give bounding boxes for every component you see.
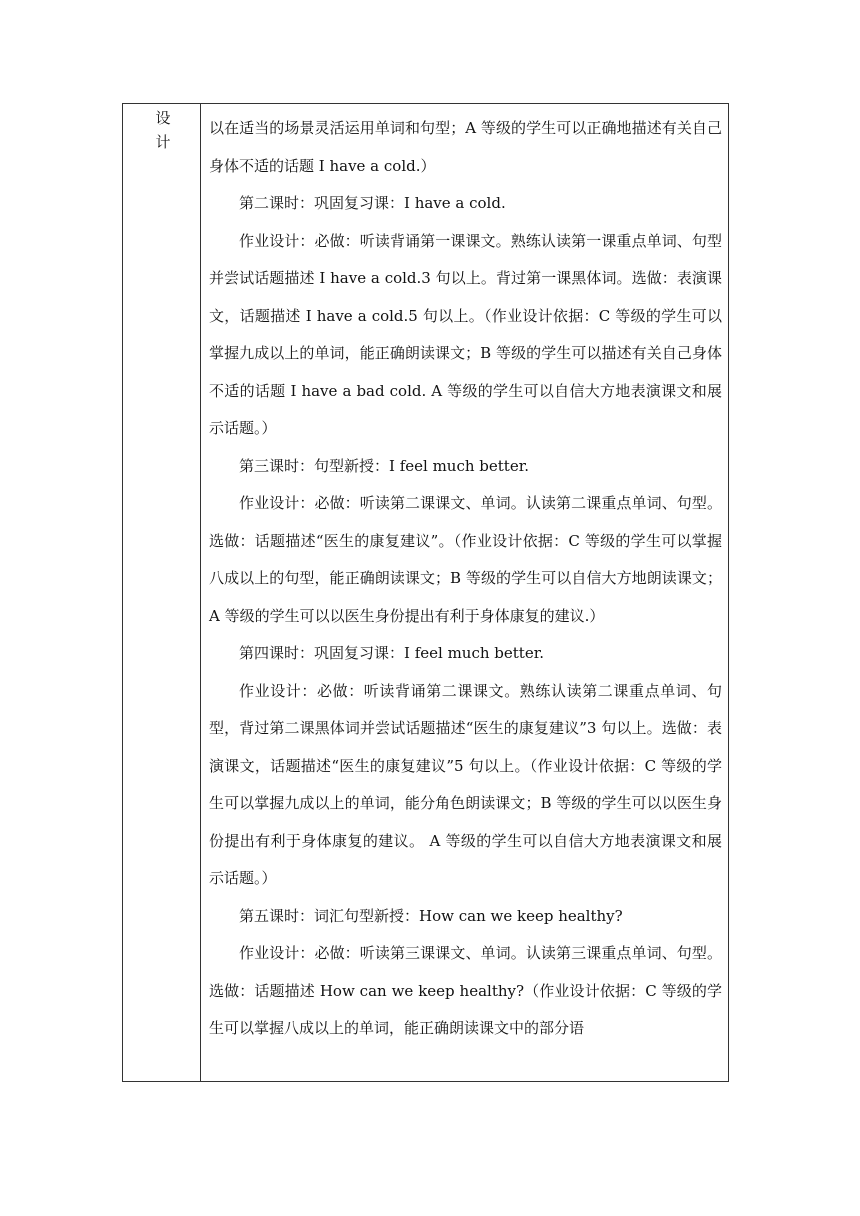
paragraph-6: 第四课时：巩固复习课：I feel much better. bbox=[239, 644, 544, 662]
document-table bbox=[122, 103, 729, 1082]
paragraph-3: 作业设计：必做：听读背诵第一课课文。熟练认读第一课重点单词、句型并尝试话题描述 I have a cold.3 句以上。背过第一课黑体词。选做：表演课文，话题描述 I have a cold.5 句以上。（作业设计依据：C 等级的学生可以掌握九成以上的单词，能正确朗读课文；B 等级的学生可以描述有关自己身体不适的话题 I have a bad cold. A 等级的学生可以自信大方地表演课文和展示话题。） bbox=[209, 231, 722, 437]
paragraph-1: 以在适当的场景灵活运用单词和句型；A 等级的学生可以正确地描述有关自己身体不适的话题 I have a cold.） bbox=[209, 119, 722, 175]
row-label bbox=[153, 106, 173, 154]
row-label-char-2: 计 bbox=[155, 133, 171, 151]
paragraph-9: 作业设计：必做：听读第三课课文、单词。认读第三课重点单词、句型。选做：话题描述 How can we keep healthy?（作业设计依据：C 等级的学生可以掌握八成以上的单词，能正确朗读课文中的部分语 bbox=[209, 944, 722, 1037]
paragraph-2: 第二课时：巩固复习课：I have a cold. bbox=[239, 194, 506, 212]
paragraph-4: 第三课时：句型新授：I feel much better. bbox=[239, 456, 529, 475]
content-cell bbox=[201, 104, 728, 1081]
paragraph-7: 作业设计：必做：听读背诵第二课课文。熟练认读第二课重点单词、句型，背过第二课黑体词并尝试话题描述“医生的康复建议”3 句以上。选做：表演课文，话题描述“医生的康复建议”5 句以上。（作业设计依据：C 等级的学生可以掌握九成以上的单词，能分角色朗读课文；B 等级的学生可以以医生身份提出有利于身体康复的建议。 A 等级的学生可以自信大方地表演课文和展示话题。） bbox=[209, 681, 722, 887]
paragraph-8: 第五课时：词汇句型新授：How can we keep healthy? bbox=[239, 906, 623, 925]
row-label-cell bbox=[123, 104, 201, 1081]
row-label-char-1: 设 bbox=[155, 109, 171, 127]
paragraph-5: 作业设计：必做：听读第二课课文、单词。认读第二课重点单词、句型。选做：话题描述“医生的康复建议”。（作业设计依据：C 等级的学生可以掌握八成以上的句型，能正确朗读课文；B 等级的学生可以自信大方地朗读课文；A 等级的学生可以以医生身份提出有利于身体康复的建议.） bbox=[209, 494, 722, 625]
